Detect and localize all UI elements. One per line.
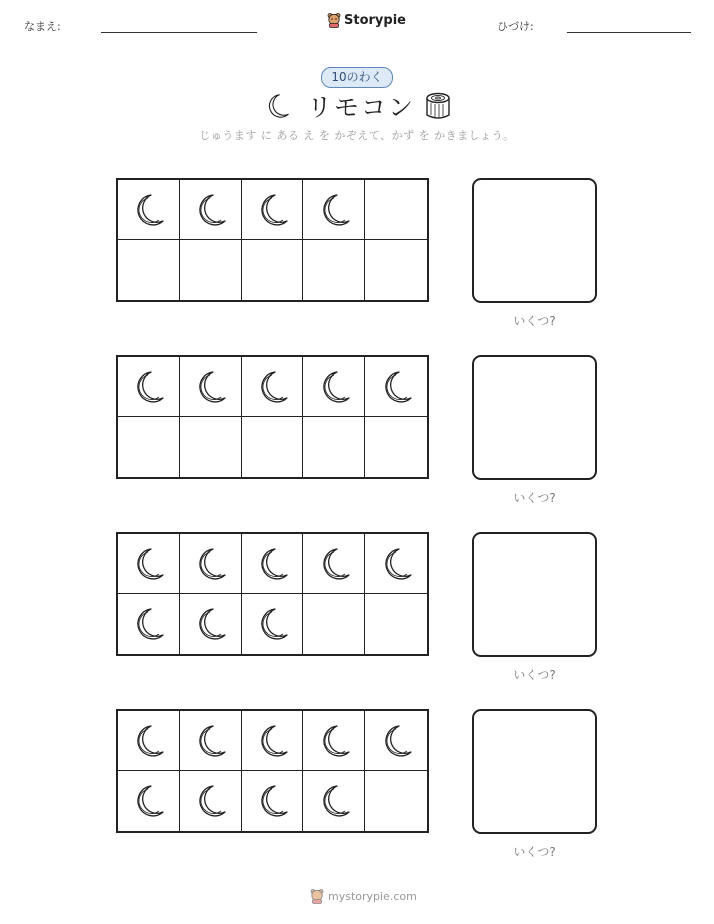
- frame-cell: [118, 357, 180, 417]
- frame-cell: [118, 711, 180, 771]
- frame-cell: [303, 417, 365, 477]
- frame-cell: [242, 711, 304, 771]
- ten-frame-1: [116, 178, 429, 302]
- crescent-moon-icon: [190, 604, 230, 644]
- answer-box-4[interactable]: [472, 709, 597, 834]
- footer-site: mystorypie.com: [328, 889, 417, 903]
- crescent-moon-icon: [190, 721, 230, 761]
- instructions: じゅうます に ある え を かぞえて、かず を かきましょう。: [199, 129, 515, 142]
- brand-name: Storypie: [344, 12, 406, 28]
- frame-cell: [180, 711, 242, 771]
- crescent-moon-icon: [314, 544, 354, 584]
- frame-cell: [303, 594, 365, 654]
- frame-cell: [118, 180, 180, 240]
- frame-cell: [242, 594, 304, 654]
- name-line[interactable]: [101, 32, 257, 33]
- storypie-bear-icon: [310, 888, 324, 904]
- frame-cell: [303, 240, 365, 300]
- frame-cell: [180, 594, 242, 654]
- crescent-moon-icon: [376, 544, 416, 584]
- answer-box-2[interactable]: [472, 355, 597, 480]
- question-label-3: いくつ?: [513, 668, 556, 682]
- frame-cell: [180, 771, 242, 831]
- crescent-moon-icon: [128, 604, 168, 644]
- crescent-moon-icon: [128, 190, 168, 230]
- answer-box-3[interactable]: [472, 532, 597, 657]
- crescent-moon-icon: [252, 604, 292, 644]
- frame-cell: [365, 240, 427, 300]
- ten-frame-3: [116, 532, 429, 656]
- crescent-moon-icon: [190, 544, 230, 584]
- frame-cell: [303, 534, 365, 594]
- crescent-moon-icon: [252, 367, 292, 407]
- frame-cell: [118, 594, 180, 654]
- date-line[interactable]: [567, 32, 691, 33]
- frame-cell: [118, 417, 180, 477]
- crescent-moon-icon: [252, 781, 292, 821]
- question-label-4: いくつ?: [513, 845, 556, 859]
- brand-logo: [327, 12, 406, 28]
- crescent-moon-icon: [314, 781, 354, 821]
- answer-box-1[interactable]: [472, 178, 597, 303]
- crescent-moon-icon: [314, 367, 354, 407]
- ten-frame-2: [116, 355, 429, 479]
- frame-cell: [180, 534, 242, 594]
- log-stump-icon: [424, 91, 452, 121]
- frame-cell: [303, 771, 365, 831]
- crescent-moon-icon: [128, 367, 168, 407]
- crescent-moon-icon: [314, 190, 354, 230]
- frame-cell: [180, 180, 242, 240]
- frame-cell: [365, 534, 427, 594]
- ten-frame-4: [116, 709, 429, 833]
- frame-cell: [242, 180, 304, 240]
- frame-cell: [365, 771, 427, 831]
- frame-cell: [242, 417, 304, 477]
- frame-cell: [365, 357, 427, 417]
- frame-cell: [365, 594, 427, 654]
- crescent-moon-icon: [190, 367, 230, 407]
- date-label: ひづけ:: [497, 20, 534, 33]
- crescent-moon-icon: [376, 721, 416, 761]
- ten-frame-badge: 10のわく: [321, 67, 393, 88]
- frame-cell: [180, 357, 242, 417]
- frame-cell: [242, 771, 304, 831]
- frame-cell: [303, 711, 365, 771]
- crescent-moon-icon: [252, 721, 292, 761]
- frame-cell: [118, 240, 180, 300]
- frame-cell: [180, 417, 242, 477]
- crescent-moon-icon: [262, 91, 292, 121]
- frame-cell: [365, 711, 427, 771]
- frame-cell: [365, 417, 427, 477]
- frame-cell: [242, 240, 304, 300]
- crescent-moon-icon: [128, 721, 168, 761]
- frame-cell: [118, 771, 180, 831]
- frame-cell: [303, 180, 365, 240]
- crescent-moon-icon: [190, 190, 230, 230]
- footer: [310, 888, 417, 904]
- crescent-moon-icon: [314, 721, 354, 761]
- crescent-moon-icon: [252, 544, 292, 584]
- frame-cell: [242, 534, 304, 594]
- question-label-2: いくつ?: [513, 491, 556, 505]
- worksheet-title: [262, 88, 462, 122]
- frame-cell: [303, 357, 365, 417]
- crescent-moon-icon: [190, 781, 230, 821]
- crescent-moon-icon: [376, 367, 416, 407]
- storypie-bear-icon: [327, 12, 341, 28]
- frame-cell: [365, 180, 427, 240]
- question-label-1: いくつ?: [513, 314, 556, 328]
- frame-cell: [180, 240, 242, 300]
- crescent-moon-icon: [128, 544, 168, 584]
- frame-cell: [242, 357, 304, 417]
- title-text: リモコン: [307, 93, 416, 122]
- crescent-moon-icon: [252, 190, 292, 230]
- frame-cell: [118, 534, 180, 594]
- name-label: なまえ:: [24, 20, 61, 33]
- crescent-moon-icon: [128, 781, 168, 821]
